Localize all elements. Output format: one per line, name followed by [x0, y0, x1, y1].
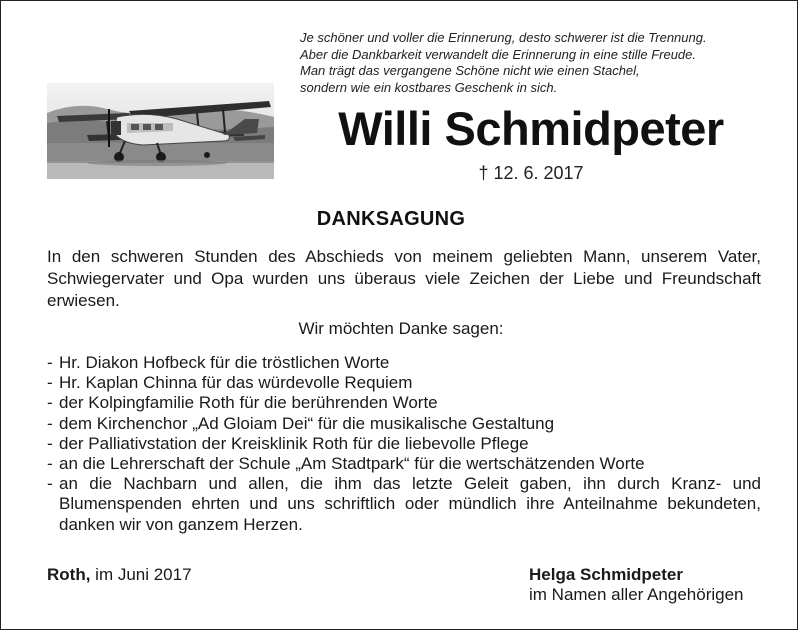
place: Roth, [47, 565, 91, 584]
list-dash: - [47, 454, 53, 474]
signatory-note: im Namen aller Angehörigen [529, 585, 744, 604]
list-item [47, 454, 761, 474]
list-item [47, 393, 761, 413]
list-item-text: Hr. Kaplan Chinna für das würdevolle Requiem [59, 373, 413, 393]
biplane-photo [47, 83, 274, 179]
list-item [47, 474, 761, 535]
list-item-text: dem Kirchenchor „Ad Gloiam Dei“ für die musikalische Gestaltung [59, 413, 555, 433]
list-item [47, 434, 761, 454]
list-item-text: der Palliativstation der Kreisklinik Roth für die liebevolle Pflege [59, 433, 529, 453]
deceased-name: Willi Schmidpeter [338, 102, 724, 155]
list-item-text: an die Nachbarn und allen, die ihm das letzte Geleit gaben, ihn durch Kranz- und Blumenspenden ehrten und uns schriftlich oder mündlich ihre Anteilnahme bekundeten, danken wir von ganzem Herzen. [59, 474, 761, 534]
place-date [47, 565, 192, 585]
list-dash: - [47, 474, 53, 494]
list-dash: - [47, 353, 53, 372]
signature-block [529, 565, 744, 605]
quote-line: sondern wie ein kostbares Geschenk in sich. [300, 79, 558, 95]
intro-paragraph: In den schweren Stunden des Abschieds von meinem geliebten Mann, unserem Vater, Schwiegervater und Opa wurden uns überaus viele Zeichen der Liebe und Freundschaft erwiesen. [47, 247, 761, 310]
date: im Juni 2017 [90, 565, 192, 584]
list-item-text: Hr. Diakon Hofbeck für die tröstlichen Worte [59, 353, 390, 372]
list-dash: - [47, 373, 53, 393]
quote-line: Aber die Dankbarkeit verwandelt die Erinnerung in eine stille Freude. [300, 46, 696, 62]
list-dash: - [47, 393, 53, 413]
thanks-intro-line: Wir möchten Danke sagen: [298, 319, 504, 338]
memorial-quote [300, 30, 770, 96]
list-dash: - [47, 413, 53, 433]
list-dash: - [47, 433, 53, 453]
list-item [47, 414, 761, 434]
list-item [47, 373, 761, 393]
list-item [47, 353, 761, 373]
quote-line: Je schöner und voller die Erinnerung, desto schwerer ist die Trennung. [300, 30, 707, 45]
quote-line: Man trägt das vergangene Schöne nicht wie einen Stachel, [300, 63, 640, 78]
death-date: † 12. 6. 2017 [478, 163, 584, 183]
thanks-list [47, 353, 761, 535]
signatory-name: Helga Schmidpeter [529, 565, 683, 584]
section-heading: DANKSAGUNG [316, 208, 466, 230]
list-item-text: der Kolpingfamilie Roth für die berührenden Worte [59, 393, 438, 413]
list-item-text: an die Lehrerschaft der Schule „Am Stadtpark“ für die wertschätzenden Worte [59, 454, 645, 474]
